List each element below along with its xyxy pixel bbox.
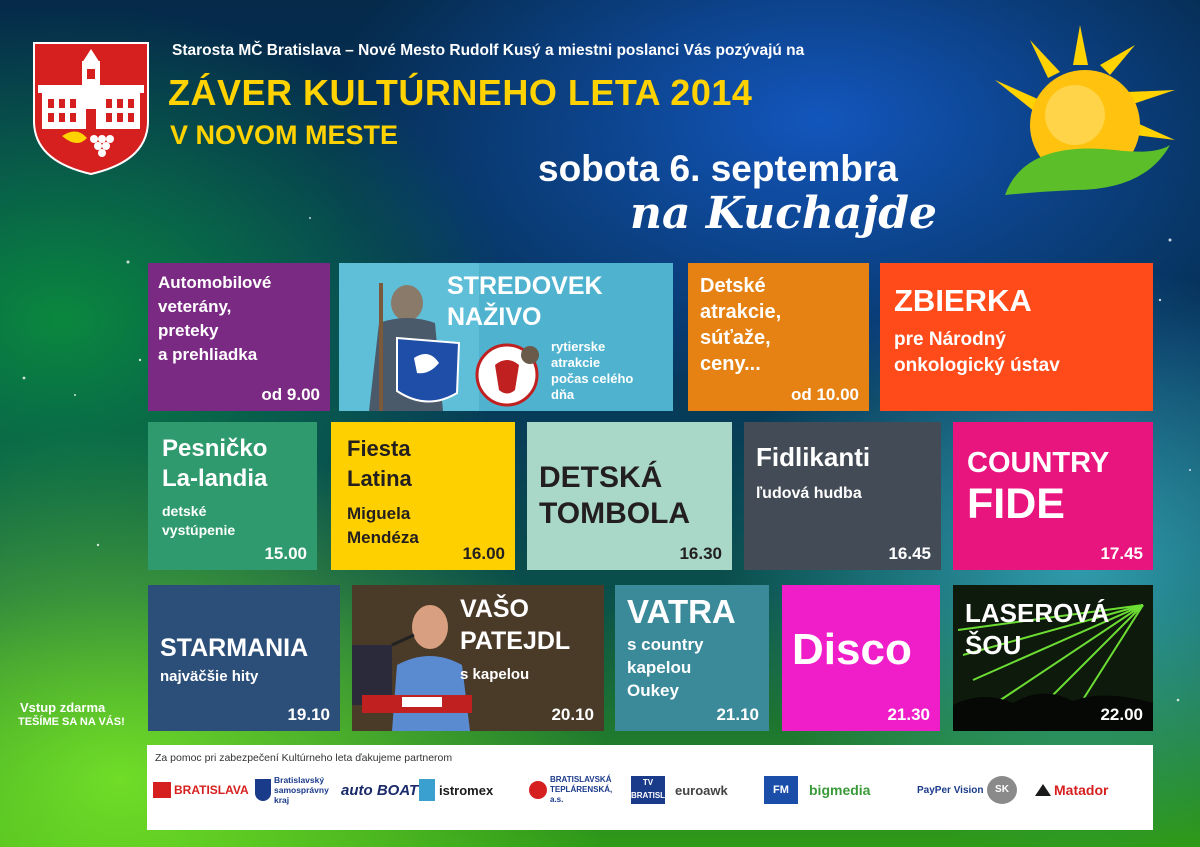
tile-title: ZBIERKA xyxy=(894,283,1032,318)
partner-logo-bsk xyxy=(255,775,337,805)
event-title: ZÁVER KULTÚRNEHO LETA 2014 xyxy=(168,72,753,113)
tile-pesnicko xyxy=(148,422,317,570)
partner-name: PayPer Vision xyxy=(917,784,984,796)
partner-name: BRATISLAVA xyxy=(174,783,249,797)
tile-title: Detské atrakcie, súťaže, ceny... xyxy=(700,275,782,375)
tile-description: ľudová hudba xyxy=(756,485,862,502)
tile-time: 19.10 xyxy=(287,705,330,724)
tile-time: 20.10 xyxy=(551,705,594,724)
partner-logo-matador xyxy=(1035,775,1108,805)
partner-logo-fm xyxy=(764,775,798,805)
partner-name: Bratislavský samosprávny kraj xyxy=(274,775,329,805)
bsk-crest-icon xyxy=(255,779,271,801)
flame-icon xyxy=(529,781,547,799)
tile-description: s country kapelou Oukey xyxy=(627,635,704,700)
tile-time: 16.00 xyxy=(462,544,505,563)
partner-logo-euroawk xyxy=(675,775,728,805)
tile-tombola xyxy=(527,422,732,570)
tile-starmania xyxy=(148,585,340,731)
tile-time: 21.10 xyxy=(716,705,759,724)
tile-laser xyxy=(953,585,1153,731)
partner-name: Matador xyxy=(1054,782,1109,798)
tile-title: VAŠO PATEJDL xyxy=(460,595,571,655)
tile-time: 22.00 xyxy=(1100,705,1143,724)
entry-welcome-text: TEŠÍME SA NA VÁS! xyxy=(18,716,125,728)
entry-free-text: Vstup zdarma xyxy=(20,700,106,715)
coat-of-arms-logo xyxy=(32,41,150,176)
tile-title: Fidlikanti xyxy=(756,442,871,472)
tile-time: 15.00 xyxy=(264,544,307,563)
event-subtitle: V NOVOM MESTE xyxy=(170,120,399,150)
tile-description: pre Národný onkologický ústav xyxy=(894,329,1060,376)
partner-name: auto BOAT xyxy=(341,781,419,799)
tile-zbierka xyxy=(880,263,1153,411)
tile-time: 21.30 xyxy=(887,705,930,724)
partner-name: euroawk xyxy=(675,782,728,798)
partner-logo-bratislava xyxy=(153,775,249,805)
partner-logo-paypervision xyxy=(917,775,984,805)
partner-logo-bigmedia xyxy=(809,775,870,805)
tile-time: 16.45 xyxy=(888,544,931,563)
tile-time: 16.30 xyxy=(679,544,722,563)
tile-country xyxy=(953,422,1153,570)
tile-time: od 10.00 xyxy=(790,385,859,404)
tile-stredovek xyxy=(339,263,673,411)
partner-logo-tvba xyxy=(631,775,681,805)
partner-name: TV BRATISLAVA xyxy=(631,776,665,804)
partner-logo-teplarenska xyxy=(529,775,625,805)
partners-label: Za pomoc pri zabezpečení Kultúrneho leta ďakujeme partnerom xyxy=(155,752,453,764)
partner-name: FM xyxy=(764,776,798,804)
sun-logo xyxy=(985,20,1185,210)
tile-time: 17.45 xyxy=(1100,544,1143,563)
partner-logo-autoboat xyxy=(341,775,418,805)
event-place: na Kuchajde xyxy=(630,188,938,239)
tile-vaso xyxy=(352,585,604,731)
tile-title: Pesničko La-landia xyxy=(162,435,268,492)
tile-title: Automobilové veterány, preteky a prehliadka xyxy=(158,273,272,364)
tile-title: STARMANIA xyxy=(160,634,309,662)
tile-title: Fiesta Latina xyxy=(347,436,412,491)
tile-description: s kapelou xyxy=(460,666,530,683)
tile-title: Disco xyxy=(792,625,912,674)
tile-disco xyxy=(782,585,940,731)
tile-fiesta xyxy=(331,422,515,570)
partner-name: SK xyxy=(987,776,1017,804)
partner-name: istromex xyxy=(439,782,494,798)
tile-veterany xyxy=(148,263,330,411)
tile-description: Miguela Mendéza xyxy=(347,504,419,547)
event-date: sobota 6. septembra xyxy=(538,148,898,189)
shield-eagle-icon xyxy=(475,335,545,411)
tile-title: LASEROVÁ ŠOU xyxy=(965,598,1110,660)
istromex-icon xyxy=(419,779,435,801)
tile-time: od 9.00 xyxy=(261,385,320,404)
castle-icon xyxy=(153,782,171,798)
partner-logo-sk xyxy=(987,775,1017,805)
partner-name: bigmedia xyxy=(809,782,871,798)
tile-vatra xyxy=(615,585,769,731)
tile-title-2: FIDE xyxy=(967,480,1065,528)
tile-description: najväčšie hity xyxy=(160,668,259,685)
tile-title: VATRA xyxy=(627,593,736,630)
tile-title: STREDOVEK NAŽIVO xyxy=(447,272,603,331)
tile-fidlikanti xyxy=(744,422,941,570)
tile-title: COUNTRY xyxy=(967,447,1110,479)
tile-description: detské vystúpenie xyxy=(162,503,236,538)
tile-description: rytierske atrakcie počas celého dňa xyxy=(551,339,634,402)
partners-footer xyxy=(147,745,1153,830)
tile-title: DETSKÁ TOMBOLA xyxy=(539,461,691,530)
matador-icon xyxy=(1035,784,1051,796)
partner-logo-istromex xyxy=(419,775,493,805)
partner-name: BRATISLAVSKÁ TEPLÁRENSKÁ, a.s. xyxy=(550,775,613,804)
header-invitation: Starosta MČ Bratislava – Nové Mesto Rudolf Kusý a miestni poslanci Vás pozývajú na xyxy=(172,42,805,59)
tile-detske-atrakcie xyxy=(688,263,869,411)
